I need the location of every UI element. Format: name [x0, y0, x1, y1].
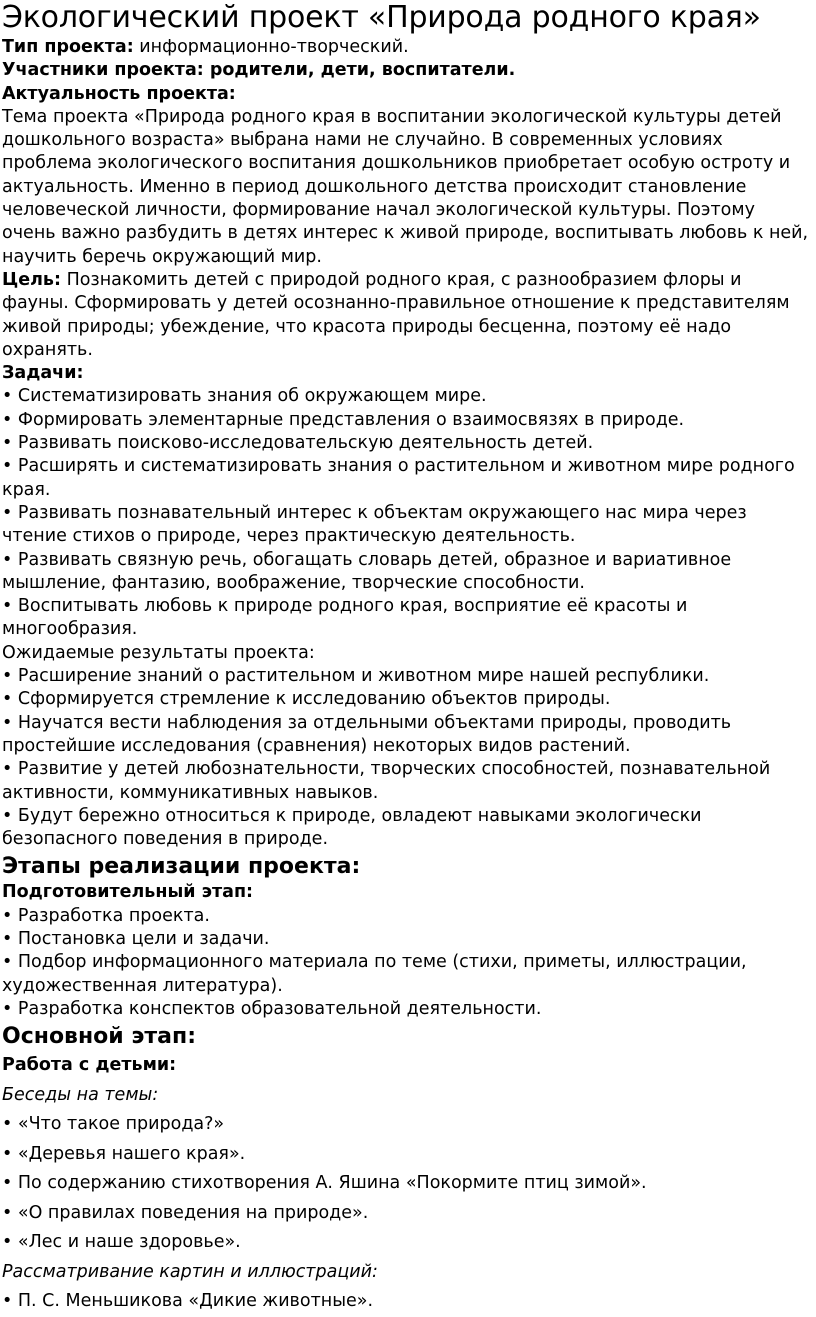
- list-item: • Развивать поисково-исследовательскую деятельность детей.: [2, 433, 594, 454]
- tasks-list: [2, 385, 810, 641]
- list-item: • «О правилах поведения на природе».: [2, 1202, 369, 1223]
- list-item: • Систематизировать знания об окружающем мире.: [2, 386, 487, 407]
- list-item: • Расширение знаний о растительном и животном мире нашей республики.: [2, 666, 710, 687]
- pictures-heading: Рассматривание картин и иллюстраций:: [2, 1261, 378, 1282]
- prep-stage-heading: Подготовительный этап:: [2, 882, 254, 903]
- list-item: • «Что такое природа?»: [2, 1114, 225, 1135]
- project-type: [2, 36, 810, 59]
- goal-label: Цель:: [2, 269, 61, 290]
- relevance-heading: Актуальность проекта:: [2, 83, 236, 104]
- list-item: • Формировать элементарные представления о взаимосвязях в природе.: [2, 409, 685, 430]
- project-type-label: Тип проекта:: [2, 37, 134, 57]
- list-item: • Разработка проекта.: [2, 905, 210, 926]
- list-item: • Научатся вести наблюдения за отдельными объектами природы, проводить простейшие исследования (сравнения) некоторых видов растений.: [2, 712, 732, 756]
- list-item: • «Деревья нашего края».: [2, 1143, 246, 1164]
- main-stage-content: [2, 1051, 810, 1317]
- list-item: • Постановка цели и задачи.: [2, 928, 270, 949]
- project-participants: Участники проекта: родители, дети, воспитатели.: [2, 60, 516, 81]
- list-item: • Будут бережно относиться к природе, овладеют навыками экологически безопасного поведения в природе.: [2, 805, 702, 850]
- list-item: • П. С. Меньшикова «Дикие животные».: [2, 1291, 374, 1312]
- list-item: • Расширять и систематизировать знания о растительном и животном мире родного края.: [2, 456, 795, 500]
- tasks-heading: Задачи:: [2, 363, 84, 384]
- project-goal: [2, 269, 810, 362]
- list-item: • Сформируется стремление к исследованию объектов природы.: [2, 689, 611, 710]
- list-item: • По содержанию стихотворения А. Яшина «Покормите птиц зимой».: [2, 1173, 647, 1194]
- stages-heading: Этапы реализации проекта:: [2, 854, 361, 880]
- prep-stage-list: [2, 905, 810, 1021]
- goal-text: Познакомить детей с природой родного края, с разнообразием флоры и фауны. Сформировать у детей осознанно-правильное отношение к представителям живой природы; убеждение, что красота природы бесценна, поэтому её надо охранять.: [2, 269, 790, 360]
- list-item: • Воспитывать любовь к природе родного края, восприятие её красоты и многообразия.: [2, 596, 688, 640]
- list-item: • Развивать познавательный интерес к объектам окружающего нас мира через чтение стихов о природе, через практическую деятельность.: [2, 502, 747, 547]
- page-title: Экологический проект «Природа родного края»: [2, 0, 761, 35]
- list-item: • Разработка конспектов образовательной деятельности.: [2, 998, 542, 1019]
- list-item: • «Лес и наше здоровье».: [2, 1232, 241, 1253]
- project-type-value: информационно-творческий.: [133, 37, 409, 57]
- talks-heading: Беседы на темы:: [2, 1084, 159, 1105]
- list-item: • Развивать связную речь, обогащать словарь детей, образное и вариативное мышление, фантазию, воображение, творческие способности.: [2, 549, 732, 593]
- relevance-text: Тема проекта «Природа родного края в воспитании экологической культуры детей дошкольного возраста» выбрана нами не случайно. В современных условиях проблема экологического воспитания дошкольников приобретает особую остроту и актуальность. Именно в период дошкольного детства происходит становление человеческой личности, формирование начал экологической культуры. Поэтому очень важно разбудить в детях интерес к живой природе, воспитывать любовь к ней, научить беречь окружающий мир.: [2, 106, 809, 267]
- work-with-children-heading: Работа с детьми:: [2, 1055, 177, 1076]
- results-list: [2, 665, 810, 851]
- list-item: • Развитие у детей любознательности, творческих способностей, познавательной активности, коммуникативных навыков.: [2, 759, 771, 803]
- results-heading: Ожидаемые результаты проекта:: [2, 642, 315, 663]
- main-stage-heading: Основной этап:: [2, 1024, 197, 1050]
- list-item: • Подбор информационного материала по теме (стихи, приметы, иллюстрации, художественная литература).: [2, 952, 747, 996]
